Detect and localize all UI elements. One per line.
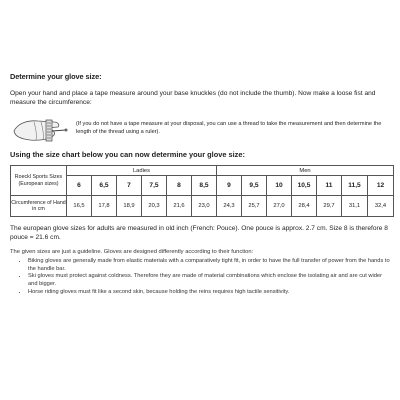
circumference-cell: 21,6: [167, 196, 192, 217]
size-cell: 11,5: [342, 176, 368, 196]
measure-row: [10, 111, 392, 145]
glove-type-list: [10, 258, 392, 296]
circumference-cell: 27,0: [267, 196, 292, 217]
size-cell: 11: [317, 176, 342, 196]
size-cell: 7,5: [142, 176, 167, 196]
table-row-groups: [11, 166, 394, 176]
size-cell: 10,5: [292, 176, 317, 196]
circumference-cell: 20,3: [142, 196, 167, 217]
table-row-sizes: [11, 176, 394, 196]
circumference-cell: 31,1: [342, 196, 368, 217]
circumference-cell: 32,4: [368, 196, 394, 217]
list-item-biking: • Biking gloves are generally made from elastic materials with a comparatively tight fit, in order to have the full transfer of power from the hands to the handle bar.: [28, 258, 392, 273]
table-row-circumference: [11, 196, 394, 217]
european-size-note: The european glove sizes for adults are measured in old inch (French: Pouce). One pouce is approx. 2.7 cm. Size 8 is therefore 8 pouce = 21.6 cm.: [10, 225, 388, 241]
size-cell: 8,5: [192, 176, 217, 196]
circumference-cell: 28,4: [292, 196, 317, 217]
intro-text: Open your hand and place a tape measure around your base knuckles (do not include the thumb). Now make a loose fist and measure the circumference:: [10, 90, 376, 106]
size-cell: 6: [67, 176, 92, 196]
size-cell: 10: [267, 176, 292, 196]
circumference-cell: 29,7: [317, 196, 342, 217]
guideline-text: The given sizes are just a guideline. Gloves are designed differently according to their function:: [10, 248, 254, 255]
size-chart-table: [10, 165, 394, 217]
group-ladies: Ladies: [67, 166, 217, 176]
circumference-cell: 16,5: [67, 196, 92, 217]
size-cell: 9: [217, 176, 242, 196]
circumference-cell: 17,8: [92, 196, 117, 217]
group-men: Men: [217, 166, 394, 176]
list-item-riding: • Horse riding gloves must fit like a second skin, because holding the reins requires high tactile sensitivity.: [28, 289, 392, 297]
circumference-cell: 23,0: [192, 196, 217, 217]
row-label-sizes: Roeckl Sports Sizes (European sizes): [11, 166, 67, 196]
hand-tape-measure-icon: [8, 111, 74, 145]
heading-determine-size: Determine your glove size:: [10, 72, 102, 81]
glove-size-guide: [10, 72, 392, 296]
row-label-circumference: Circumference of Hand in cm: [11, 196, 67, 217]
size-cell: 8: [167, 176, 192, 196]
circumference-cell: 25,7: [242, 196, 267, 217]
circumference-cell: 24,3: [217, 196, 242, 217]
size-cell: 9,5: [242, 176, 267, 196]
thread-note: (If you do not have a tape measure at your disposal, you can use a thread to take the measurement and then determine the length of the thread using a ruler).: [76, 121, 382, 135]
circumference-cell: 18,9: [117, 196, 142, 217]
heading-size-chart: Using the size chart below you can now determine your glove size:: [10, 150, 245, 160]
size-cell: 6,5: [92, 176, 117, 196]
size-cell: 7: [117, 176, 142, 196]
size-cell: 12: [368, 176, 394, 196]
list-item-ski: • Ski gloves must protect against coldness. Therefore they are made of material combinations which enclose the isolating air and are cut wider and bigger.: [28, 273, 392, 288]
